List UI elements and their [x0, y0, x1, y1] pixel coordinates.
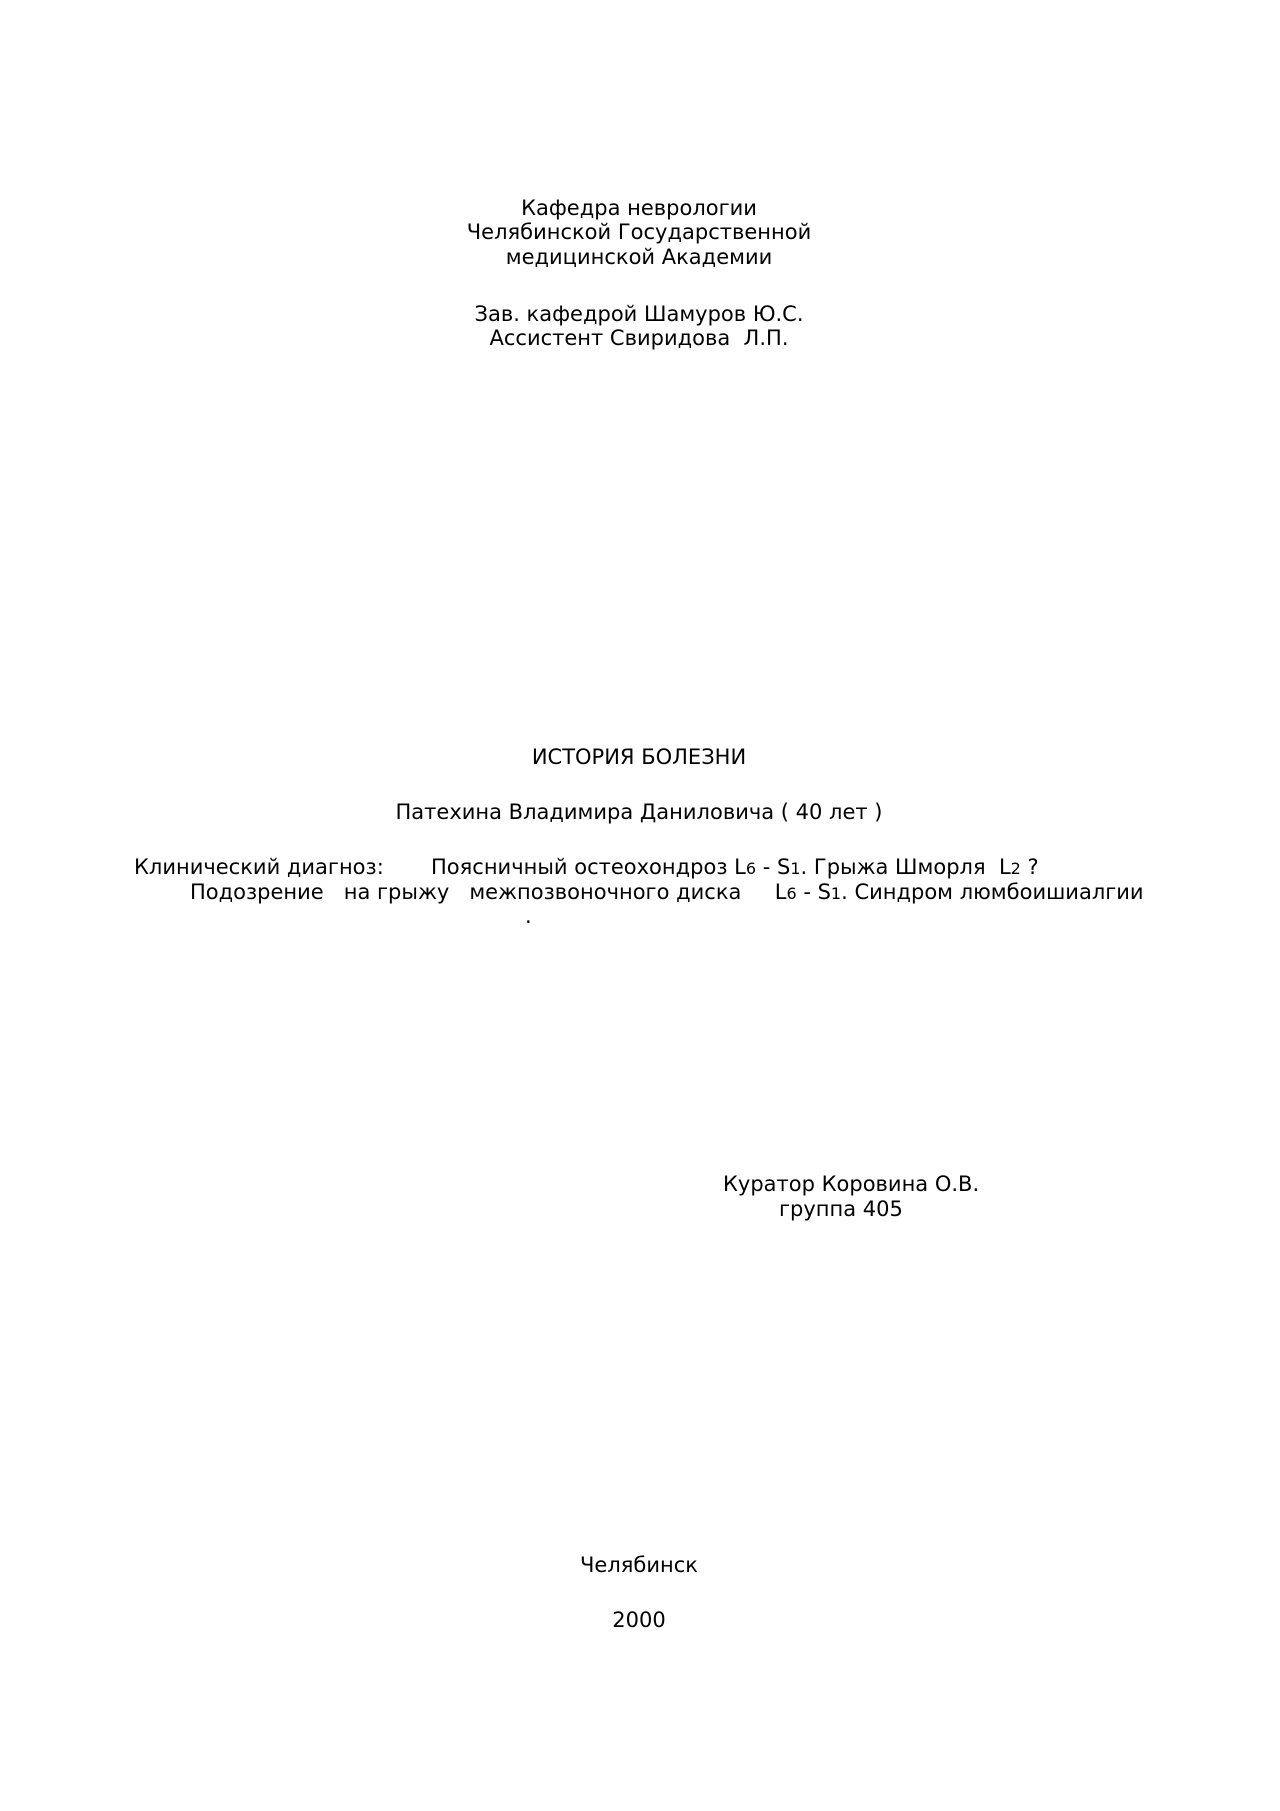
- diagnosis-line-1-part-b: - S: [756, 855, 791, 879]
- head-of-department: Зав. кафедрой Шамуров Ю.С.: [474, 302, 804, 326]
- curator-group: группа 405: [779, 1197, 903, 1221]
- diagnosis-label: Клинический диагноз:: [134, 855, 384, 879]
- diagnosis-line-1-part-c: . Грыжа Шморля L: [800, 855, 1011, 879]
- diagnosis-line-2-part-b: - S: [796, 880, 831, 904]
- diagnosis-line-2: [190, 880, 1144, 904]
- diagnosis-line-2-part-c: . Синдром люмбоишиалгии: [841, 880, 1144, 904]
- diagnosis-line-1-sub-2: 1: [790, 859, 801, 878]
- document-title: ИСТОРИЯ БОЛЕЗНИ: [531, 745, 747, 769]
- diagnosis-line-3: .: [525, 904, 532, 928]
- university-line-1: Челябинской Государственной: [466, 220, 812, 244]
- assistant-line: Ассистент Свиридова Л.П.: [489, 326, 789, 350]
- diagnosis-line-1-part-d: ?: [1020, 855, 1039, 879]
- diagnosis-line-2-part-a: Подозрение на грыжу межпозвоночного диска L: [190, 880, 787, 904]
- patient-line: Патехина Владимира Даниловича ( 40 лет ): [395, 800, 883, 824]
- diagnosis-line-1: [431, 855, 1039, 879]
- diagnosis-line-1-part-a: Поясничный остеохондроз L: [431, 855, 746, 879]
- diagnosis-line-2-sub-1: 6: [786, 884, 797, 903]
- diagnosis-line-1-sub-1: 6: [745, 859, 757, 878]
- curator-name: Куратор Коровина О.В.: [723, 1172, 980, 1196]
- diagnosis-line-1-sub-3: 2: [1010, 859, 1021, 878]
- department-line: Кафедра неврологии: [521, 196, 757, 220]
- city-line: Челябинск: [580, 1553, 698, 1577]
- year-line: 2000: [612, 1608, 666, 1632]
- diagnosis-line-2-sub-2: 1: [830, 884, 842, 903]
- university-line-2: медицинской Академии: [505, 245, 773, 269]
